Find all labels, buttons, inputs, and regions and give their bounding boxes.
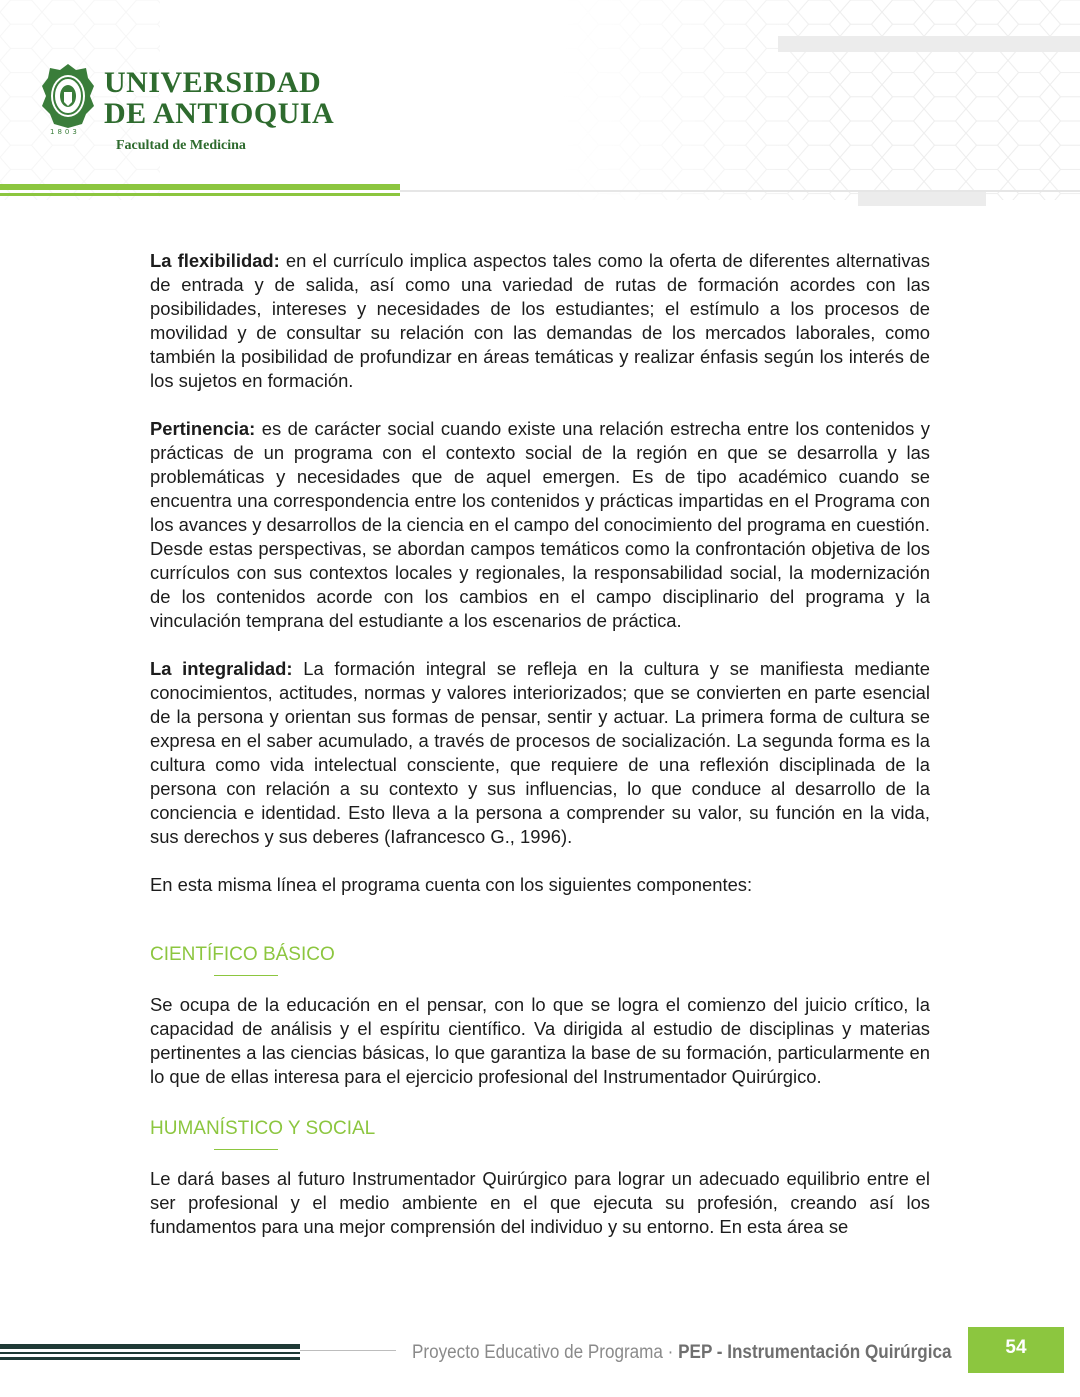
paragraph-flexibilidad xyxy=(150,249,930,393)
term-pertinencia: Pertinencia: xyxy=(150,418,256,439)
faculty-name: Facultad de Medicina xyxy=(116,138,246,153)
section-heading-humanistico-social: HUMANÍSTICO Y SOCIAL xyxy=(150,1118,376,1139)
section-heading-cientifico-basico: CIENTÍFICO BÁSICO xyxy=(150,944,335,965)
university-name-line2: DE ANTIOQUIA xyxy=(104,97,335,130)
paragraph-integralidad xyxy=(150,657,930,849)
term-integralidad: La integralidad: xyxy=(150,658,293,679)
paragraph-componentes: En esta misma línea el programa cuenta con los siguientes componentes: xyxy=(150,874,753,895)
university-seal-icon xyxy=(40,62,96,132)
footer-decor-bar xyxy=(0,1357,300,1360)
footer-title-prefix: Proyecto Educativo de Programa · xyxy=(412,1342,679,1363)
header-rule-thick xyxy=(0,184,400,190)
header-rule-thin xyxy=(0,193,400,196)
seal-year: 1803 xyxy=(50,128,80,136)
page-number: 54 xyxy=(968,1327,1064,1373)
paragraph-humanistico-social: Le dará bases al futuro Instrumentador Quirúrgico para lograr un adecuado equilibrio entre el ser profesional y el medio ambiente en el que ejecuta su profesión, creando así los fundamentos para una mejor comprensión del individuo y su entorno. En esta área se xyxy=(150,1168,930,1237)
paragraph-integralidad-text: La formación integral se refleja en la cultura y se manifiesta mediante conocimientos, actitudes, normas y valores interiorizados; que se convierten en parte esencial de la persona y orientan sus formas de pensar, sentir y actuar. La primera forma de cultura se expresa en el saber acumulado, a través de procesos de socialización. La segunda forma es la cultura como vida intelectual consciente, que requiere de una reflexión disciplinada de la persona con relación a su contexto y sus influencias, lo que conduce al desarrollo de la conciencia e identidad. Esto lleva a la persona a comprender su valor, su función en la vida, sus derechos y sus deberes (Iafrancesco G., 1996). xyxy=(150,658,930,847)
footer-decor-bar xyxy=(0,1344,300,1349)
header-decor-bar xyxy=(778,36,1080,52)
footer-title xyxy=(412,1339,952,1367)
footer-decor-bar xyxy=(0,1352,300,1354)
paragraph-cientifico-basico: Se ocupa de la educación en el pensar, con lo que se logra el comienzo del juicio crítico, la capacidad de análisis y el espíritu científico. Va dirigida al estudio de disciplinas y materias pertinentes a las ciencias básicas, lo que garantiza la base de su formación, particularmente en lo que de ellas interesa para el ejercicio profesional del Instrumentador Quirúrgico. xyxy=(150,994,930,1087)
university-logo xyxy=(36,58,366,168)
term-flexibilidad: La flexibilidad: xyxy=(150,250,280,271)
header-rule-gray xyxy=(400,190,1080,192)
paragraph-pertinencia-text: es de carácter social cuando existe una relación estrecha entre los contenidos y prácticas de un programa con el contexto social de la región en que se desarrolla y las problemáticas y necesidades que de aquel emergen. Es de tipo académico cuando se encuentra una correspondencia entre los contenidos y prácticas impartidas en el Programa con los avances y desarrollos de la ciencia en el campo del conocimiento del programa en cuestión. Desde estas perspectivas, se abordan campos temáticos como la confrontación objetiva de los currículos con sus contextos locales y regionales, la responsabilidad social, la modernización de los contenidos acorde con los cambios en el campo disciplinario del programa y la vinculación temprana del estudiante a los escenarios de práctica. xyxy=(150,418,930,631)
paragraph-pertinencia xyxy=(150,417,930,633)
header-decor-block xyxy=(858,190,986,206)
main-content xyxy=(150,249,930,1239)
university-name-line1: UNIVERSIDAD xyxy=(104,66,322,99)
footer-title-bold: PEP - Instrumentación Quirúrgica xyxy=(678,1342,952,1363)
footer-decor-line xyxy=(300,1350,396,1351)
paragraph-flexibilidad-text: en el currículo implica aspectos tales como la oferta de diferentes alternativas de entrada y de salida, así como una variedad de rutas de formación acordes con las posibilidades, intereses y necesidades de los estudiantes; el estímulo a los procesos de movilidad y de consultar su relación con las demandas de los mercados laborales, como también la posibilidad de profundizar en áreas temáticas y realizar énfasis según los interés de los sujetos en formación. xyxy=(150,250,930,391)
